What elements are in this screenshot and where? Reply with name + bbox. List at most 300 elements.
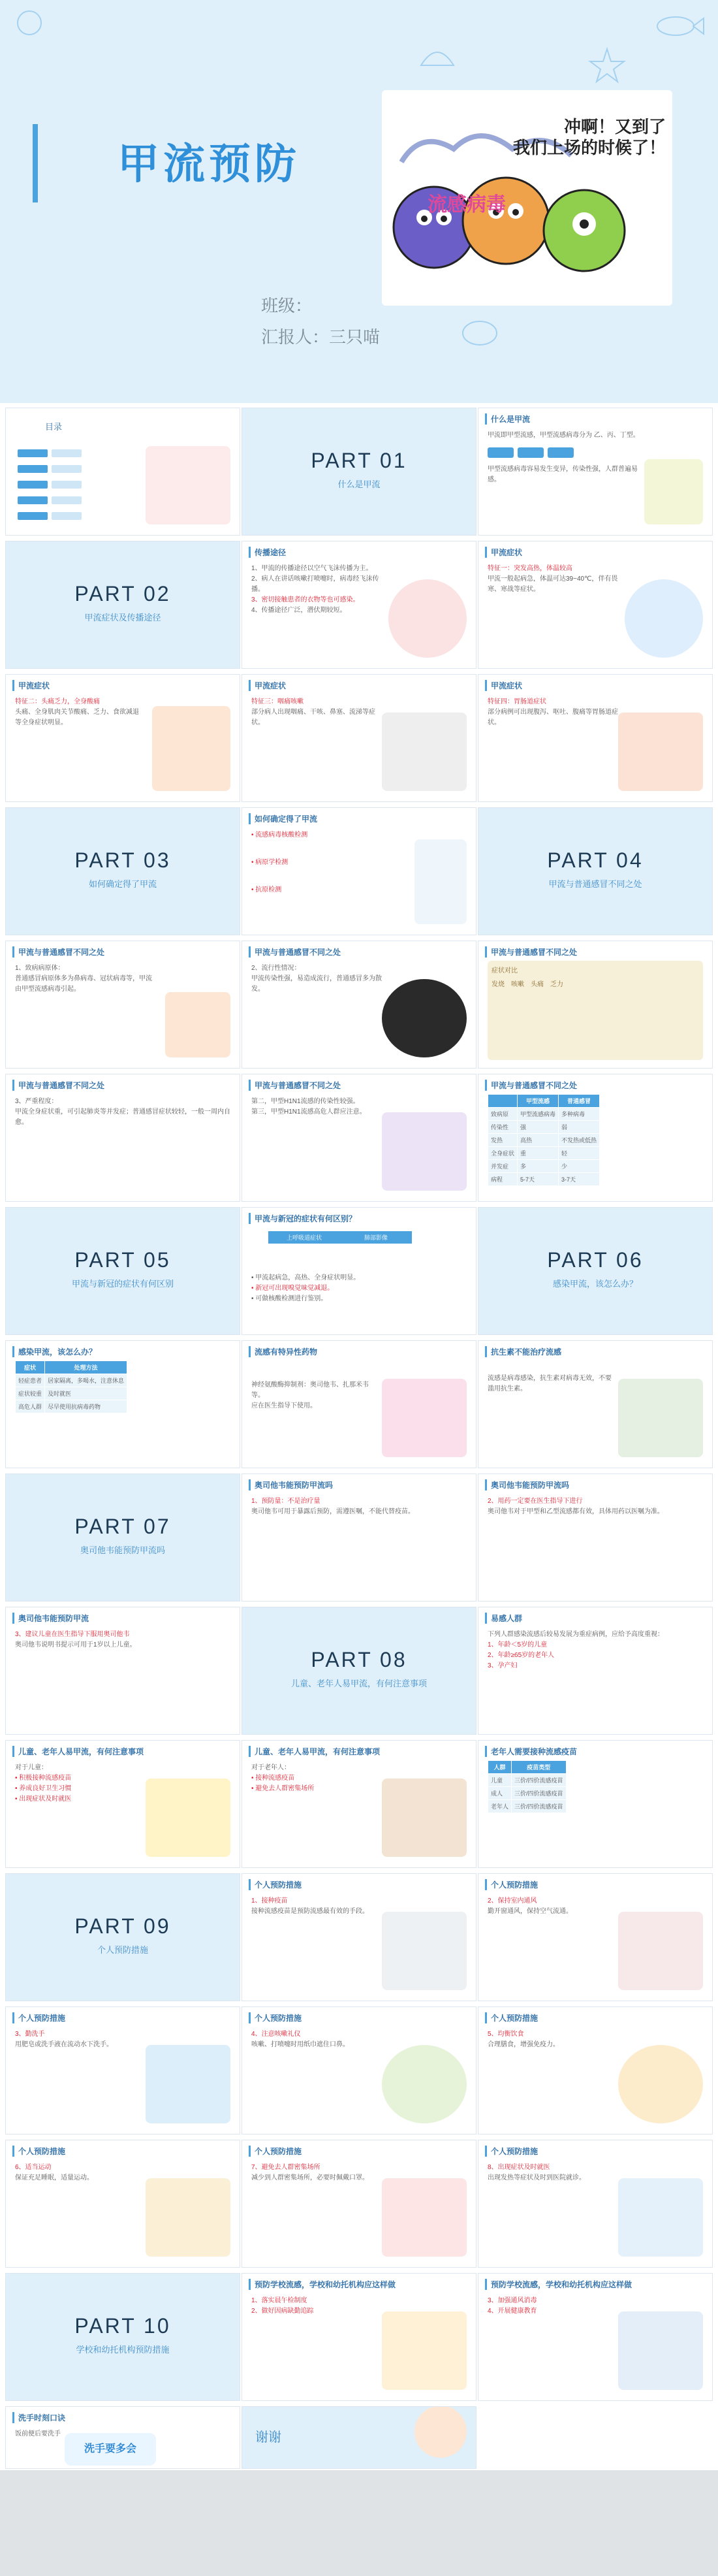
- slide-heading: 甲流与普通感冒不同之处: [249, 946, 341, 958]
- table-cell: 多种病毒: [559, 1108, 600, 1121]
- body-line: 对于老年人：: [251, 1764, 290, 1771]
- part-number: PART 01: [311, 449, 407, 472]
- slide-prevent-6: [5, 2140, 240, 2268]
- table-cell: 成人: [488, 1787, 512, 1800]
- body-line: 3、加强通风消毒: [488, 2297, 537, 2304]
- body-line: • 新冠可出现嗅觉味觉减退。: [251, 1285, 334, 1292]
- toc-row-5[interactable]: [18, 510, 132, 522]
- slide-body: [15, 2163, 142, 2183]
- shell-icon-2: [13, 7, 46, 39]
- table-cell: 少: [559, 1160, 600, 1173]
- part-subtitle: 如何确定得了甲流: [88, 879, 157, 889]
- body-line: 3、严重程度：: [15, 1098, 58, 1105]
- slide-prevent-5: [478, 2006, 713, 2134]
- slide-vulnerable: [478, 1607, 713, 1735]
- stomach-illustration: [618, 713, 703, 791]
- vaccine-table: [488, 1760, 567, 1813]
- table-header-cell: 处理方法: [45, 1361, 127, 1374]
- slide-heading: 甲流与普通感冒不同之处: [249, 1080, 341, 1091]
- slide-heading: 个人预防措施: [249, 2146, 302, 2157]
- doctor-illustration: [414, 839, 467, 924]
- medicine-pile-illustration: [618, 1379, 703, 1457]
- slide-diff-2: [242, 941, 476, 1069]
- body-line: 3、建议儿童在医生指导下服用奥司他韦: [15, 1631, 130, 1638]
- body-line: 7、避免去人群密集场所: [251, 2164, 320, 2171]
- body-line: 6、适当运动: [15, 2164, 52, 2171]
- slide-heading: 个人预防措施: [485, 2012, 538, 2023]
- body-line: 下列人群感染流感后较易发展为重症病例，应给予高度重视：: [488, 1631, 664, 1638]
- kids-illustration: [146, 1779, 230, 1857]
- slide-heading: 甲流症状: [485, 547, 522, 558]
- slide-heading: 传播途径: [249, 547, 286, 558]
- shell-icon: [418, 39, 457, 72]
- slide-oseltamivir-3: [5, 1607, 240, 1735]
- slide-body: [251, 1763, 378, 1794]
- slide-prevent-2: [478, 1873, 713, 2001]
- body-line: 第三，甲型H1N1流感高危人群应注意。: [251, 1108, 366, 1116]
- body-line: 2、流行性情况：: [251, 965, 301, 972]
- body-line: • 积极接种流感疫苗: [15, 1775, 72, 1782]
- sick-girl-illustration: [152, 706, 230, 791]
- table-cell: 症状较重: [16, 1387, 45, 1400]
- slide-oseltamivir-1: [242, 1473, 476, 1602]
- flu-illustration: [644, 459, 703, 524]
- body-line: 用肥皂或洗手液在流动水下洗手。: [15, 2041, 113, 2048]
- table-cell: 三价/四价流感疫苗: [512, 1787, 567, 1800]
- part-subtitle: 学校和幼托机构预防措施: [76, 2345, 170, 2355]
- part-number: PART 04: [547, 848, 644, 872]
- body-line: 奥司他韦可用于暴露后预防，需遵医嘱，不能代替疫苗。: [251, 1508, 414, 1515]
- slide-heading: 个人预防措施: [249, 2012, 302, 2023]
- slide-body: [15, 2029, 142, 2050]
- table-cell: 高危人群: [16, 1400, 45, 1413]
- table-cell: 尽早使用抗病毒药物: [45, 1400, 127, 1413]
- starfish-icon: [587, 46, 627, 85]
- vaccine-illustration: [382, 1912, 467, 1990]
- table-cell: 3-7天: [559, 1173, 600, 1186]
- body-line: • 抗原检测: [251, 886, 282, 894]
- slide-body: [251, 2163, 378, 2183]
- table-header-cell: 甲型流感: [518, 1095, 559, 1108]
- compare-caption: 症状对比: [492, 967, 518, 974]
- slide-body: [15, 963, 155, 995]
- reporter-label: 汇报人：三只喵: [261, 327, 381, 347]
- body-line: 2、年龄≥65岁的老年人: [488, 1652, 555, 1659]
- slide-heading: 甲流与新冠的症状有何区别？: [249, 1213, 356, 1224]
- slide-heading: 什么是甲流: [485, 413, 530, 425]
- part-number: PART 03: [74, 848, 171, 872]
- slide-part-10: [5, 2273, 240, 2401]
- slide-what-to-do: [5, 1340, 240, 1468]
- fish-icon: [653, 7, 705, 46]
- compare-header: [268, 1231, 412, 1244]
- disinfect-illustration: [618, 2311, 703, 2390]
- table-cell: 三价/四价流感疫苗: [512, 1774, 567, 1787]
- family-illustration: [618, 1912, 703, 1990]
- body-line: 合理膳食，增强免疫力。: [488, 2041, 559, 2048]
- slide-part-06: [478, 1207, 713, 1335]
- table-cell: 轻: [559, 1147, 600, 1160]
- slide-body: [488, 2296, 614, 2317]
- table-row: [488, 1787, 567, 1800]
- slide-body: [251, 2029, 378, 2050]
- germs-illustration: [382, 1112, 467, 1191]
- cover-slide: [0, 0, 718, 403]
- table-row: [488, 1134, 600, 1147]
- slide-body: [251, 1380, 378, 1411]
- slide-body: [488, 430, 640, 485]
- body-line: 第二，甲型H1N1流感的传染性较强。: [251, 1098, 360, 1105]
- page-title: 甲流预防: [117, 140, 300, 187]
- body-line: 2、保持室内通风: [488, 1897, 537, 1905]
- slide-body: [15, 697, 142, 728]
- speech-bubble: [513, 116, 666, 158]
- body-line: 部分病例可出现腹泻、呕吐、腹痛等胃肠道症状。: [488, 709, 618, 726]
- footer-area: [0, 2470, 718, 2576]
- body-line: • 流感病毒核酸检测: [251, 831, 308, 839]
- table-cell: 不发热或低热: [559, 1134, 600, 1147]
- title-accent-bar: [33, 124, 38, 202]
- slide-body: [251, 697, 384, 728]
- slide-prevent-4: [242, 2006, 476, 2134]
- slide-confirm: [242, 807, 476, 935]
- slide-symptom-2: [5, 674, 240, 802]
- slide-antibiotic: [478, 1340, 713, 1468]
- slide-heading: 奥司他韦能预防甲流吗: [249, 1479, 333, 1490]
- body-line: 流感是病毒感染，抗生素对病毒无效，不要滥用抗生素。: [488, 1375, 612, 1393]
- slide-part-01: [242, 408, 476, 536]
- slide-heading: 甲流症状: [12, 680, 50, 691]
- slide-prevent-1: [242, 1873, 476, 2001]
- slide-heading: 流感有特异性药物: [249, 1346, 317, 1357]
- slide-body: [251, 2296, 378, 2317]
- body-line: 对于儿童：: [15, 1764, 48, 1771]
- slide-part-04: [478, 807, 713, 935]
- slide-body: [488, 2163, 614, 2183]
- slide-toc: [5, 408, 240, 536]
- compare-items: 发烧 咳嗽 头痛 乏力: [492, 981, 563, 988]
- slide-heading: 抗生素不能治疗流感: [485, 1346, 561, 1357]
- slide-body: [251, 564, 384, 616]
- slide-part-08: [242, 1607, 476, 1735]
- body-line: 1、年龄＜5岁的儿童: [488, 1641, 548, 1649]
- slide-heading: 甲流与普通感冒不同之处: [12, 1080, 104, 1091]
- body-line: • 可做核酸检测进行鉴别。: [251, 1295, 328, 1302]
- body-line: • 避免去人群密集场所: [251, 1785, 315, 1792]
- slide-body: [251, 1496, 467, 1517]
- toc-title: 目录: [45, 422, 63, 432]
- slide-prevent-3: [5, 2006, 240, 2134]
- toc-row-2[interactable]: [18, 463, 132, 475]
- body-line: 奥司他韦说明书提示可用于1岁以上儿童。: [15, 1641, 136, 1649]
- body-line: 3、孕产妇: [488, 1662, 518, 1669]
- slide-diff-5: [242, 1074, 476, 1202]
- bubble-line-1: 冲啊！又到了: [563, 117, 666, 137]
- slide-covid-compare: [242, 1207, 476, 1335]
- body-line: 4、注意咳嗽礼仪: [251, 2031, 301, 2038]
- body-line: 3、勤洗手: [15, 2031, 45, 2038]
- slide-body: [488, 1630, 703, 1671]
- table-cell: 轻症患者: [16, 1374, 45, 1387]
- slide-diff-table: [478, 1074, 713, 1202]
- body-line: 8、出现症状及时就医: [488, 2164, 550, 2171]
- virus-dark-illustration: [382, 979, 467, 1057]
- symptom-compare-chart: [488, 961, 703, 1060]
- slide-oseltamivir-2: [478, 1473, 713, 1602]
- slide-heading: 奥司他韦能预防甲流: [12, 1613, 89, 1624]
- body-line: 1、接种疫苗: [251, 1897, 288, 1905]
- crowd-illustration: [382, 2178, 467, 2257]
- tired-illustration: [382, 713, 467, 791]
- slide-heading: 如何确定得了甲流: [249, 813, 317, 824]
- slide-heading: 甲流症状: [485, 680, 522, 691]
- slide-body: [15, 1097, 230, 1128]
- slide-symptom-4: [478, 674, 713, 802]
- slide-part-07: [5, 1473, 240, 1602]
- body-line: • 出现症状及时就医: [15, 1795, 72, 1803]
- slide-heading: 感染甲流，该怎么办？: [12, 1346, 97, 1357]
- body-line: 甲流传染性强，易造成流行，普通感冒多为散发。: [251, 975, 382, 993]
- slide-body: [488, 1374, 614, 1394]
- elderly-illustration: [382, 1779, 467, 1857]
- slide-body: [251, 963, 384, 995]
- cover-illustration: [382, 90, 672, 306]
- body-line: 1、致病病原体：: [15, 965, 65, 972]
- table-header-cell: 症状: [16, 1361, 45, 1374]
- slide-body: [251, 830, 404, 895]
- part-subtitle: 奥司他韦能预防甲流吗: [80, 1545, 165, 1555]
- table-header-cell: 普通感冒: [559, 1095, 600, 1108]
- table-cell: 病程: [488, 1173, 518, 1186]
- table-row: [16, 1374, 127, 1387]
- wash-poster: 洗手要多会: [65, 2433, 156, 2466]
- slide-elderly: [242, 1740, 476, 1868]
- table-row: [16, 1387, 127, 1400]
- table-header-cell: [488, 1095, 518, 1108]
- table-cell: 儿童: [488, 1774, 512, 1787]
- part-subtitle: 个人预防措施: [97, 1945, 148, 1955]
- slide-body: [488, 1496, 703, 1517]
- girl-illustration: [146, 446, 230, 524]
- body-line: 1、甲流的传播途径以空气飞沫传播为主。: [251, 565, 373, 572]
- slide-body: [488, 564, 621, 595]
- part-number: PART 06: [547, 1248, 644, 1272]
- slide-prevent-7: [242, 2140, 476, 2268]
- part-subtitle: 感染甲流，该怎么办？: [552, 1279, 638, 1289]
- body-line: 3、密切接触患者的衣物等也可感染。: [251, 596, 360, 604]
- slide-symptom-1: [478, 541, 713, 669]
- body-line: 2、做好因病缺勤追踪: [251, 2308, 314, 2315]
- slide-part-02: [5, 541, 240, 669]
- handwash-illustration: [146, 2045, 230, 2123]
- slide-school-2: [478, 2273, 713, 2401]
- slide-body: [15, 1763, 148, 1805]
- body-line: 饭前便后要洗手: [15, 2430, 61, 2438]
- body-line: • 甲流起病急，高热、全身症状明显。: [251, 1274, 360, 1281]
- body-line: 勤开窗通风，保持空气流通。: [488, 1908, 572, 1915]
- virus-label: 流感病毒: [428, 194, 506, 216]
- part-number: PART 08: [311, 1648, 407, 1671]
- slide-body: [15, 1630, 230, 1650]
- slide-heading: 预防学校流感，学校和幼托机构应这样做: [485, 2279, 632, 2290]
- fever-illustration: [625, 579, 703, 658]
- table-header-cell: 人群: [488, 1761, 512, 1774]
- slide-heading: 甲流与普通感冒不同之处: [12, 946, 104, 958]
- slide-diff-3: [478, 941, 713, 1069]
- slide-body: [488, 1896, 614, 1917]
- toc-row-3[interactable]: [18, 479, 132, 491]
- slide-heading: 老年人需要接种流感疫苗: [485, 1746, 577, 1757]
- body-line: 头痛、全身肌肉关节酸痛、乏力、食欲减退等全身症状明显。: [15, 709, 139, 726]
- table-cell: 及时就医: [45, 1387, 127, 1400]
- table-cell: 重: [518, 1147, 559, 1160]
- turtle-icon: [457, 314, 503, 353]
- slide-vaccine: [478, 1740, 713, 1868]
- slide-heading: 洗手时刻口诀: [12, 2412, 65, 2423]
- table-cell: 5-7天: [518, 1173, 559, 1186]
- table-cell: 致病原: [488, 1108, 518, 1121]
- table-cell: 老年人: [488, 1800, 512, 1813]
- slide-diff-1: [5, 941, 240, 1069]
- part-subtitle: 甲流与普通感冒不同之处: [548, 879, 642, 889]
- slide-wash-song: [5, 2406, 240, 2469]
- body-line: 1、预防量：不是治疗量: [251, 1498, 320, 1505]
- table-header-cell: 疫苗类型: [512, 1761, 567, 1774]
- part-number: PART 05: [74, 1248, 171, 1272]
- slide-heading: 个人预防措施: [249, 1879, 302, 1890]
- toc-row-4[interactable]: [18, 494, 132, 506]
- table-cell: 甲型流感病毒: [518, 1108, 559, 1121]
- table-cell: 全身症状: [488, 1147, 518, 1160]
- body-line: 减少到人群密集场所，必要时佩戴口罩。: [251, 2174, 369, 2182]
- table-row: [488, 1121, 600, 1134]
- table-cell: 强: [518, 1121, 559, 1134]
- body-line: 2、用药一定要在医生指导下进行: [488, 1498, 583, 1505]
- body-line: 奥司他韦对于甲型和乙型流感都有效，具体用药以医嘱为准。: [488, 1508, 664, 1515]
- body-line: 2、病人在讲话咳嗽打喷嚏时，病毒经飞沫传播。: [251, 575, 379, 593]
- slide-heading: 个人预防措施: [485, 1879, 538, 1890]
- slide-school-1: [242, 2273, 476, 2401]
- slide-heading: 甲流症状: [249, 680, 286, 691]
- header-cell: 上呼吸道症状: [268, 1231, 340, 1244]
- body-line: 部分病人出现咽痛、干咳、鼻塞、流涕等症状。: [251, 709, 375, 726]
- compare-table: [488, 1094, 600, 1186]
- slide-heading: 预防学校流感，学校和幼托机构应这样做: [249, 2279, 396, 2290]
- slide-body: [251, 1273, 467, 1304]
- slide-heading: 奥司他韦能预防甲流吗: [485, 1479, 569, 1490]
- slide-kids: [5, 1740, 240, 1868]
- body-line: 特征三：咽痛咳嗽: [251, 698, 304, 705]
- body-line: 5、均衡饮食: [488, 2031, 524, 2038]
- bubble-line-2: 我们上场的时候了！: [512, 138, 666, 157]
- table-cell: 居家隔离，多喝水，注意休息: [45, 1374, 127, 1387]
- part-number: PART 07: [74, 1515, 171, 1538]
- part-subtitle: 什么是甲流: [337, 479, 381, 489]
- part-subtitle: 儿童、老年人易甲流，有何注意事项: [290, 1679, 427, 1688]
- table-cell: 弱: [559, 1121, 600, 1134]
- table-cell: 传染性: [488, 1121, 518, 1134]
- slide-part-05: [5, 1207, 240, 1335]
- thanks-girl-illustration: [414, 2406, 467, 2458]
- table-row: [488, 1774, 567, 1787]
- slide-heading: 易感人群: [485, 1613, 522, 1624]
- body-line: 甲流全身症状重，可引起肺炎等并发症；普通感冒症状较轻，一般一周内自愈。: [15, 1108, 230, 1126]
- body-line: 咳嗽、打喷嚏时用纸巾遮住口鼻。: [251, 2041, 349, 2048]
- slide-heading: 甲流与普通感冒不同之处: [485, 1080, 577, 1091]
- pill-illustration: [382, 1379, 467, 1457]
- body-line: 甲流即甲型流感，甲型流感病毒分为 乙、丙、丁型。: [488, 432, 640, 439]
- mask-illustration: [382, 2045, 467, 2123]
- slide-body: [251, 1896, 378, 1917]
- slide-body: [488, 2029, 614, 2050]
- table-cell: 发热: [488, 1134, 518, 1147]
- table-cell: 高热: [518, 1134, 559, 1147]
- toc-row-1[interactable]: [18, 447, 132, 459]
- sneeze-illustration: [388, 579, 467, 658]
- class-label: 班级：: [261, 296, 313, 315]
- table-row: [488, 1147, 600, 1160]
- body-line: 1、落实晨午检制度: [251, 2297, 307, 2304]
- header-cell: 肺部影像: [340, 1231, 412, 1244]
- slide-body: [488, 697, 621, 728]
- slide-heading: 甲流与普通感冒不同之处: [485, 946, 577, 958]
- body-line: 神经氨酸酶抑制剂：奥司他韦、扎那米韦等。: [251, 1381, 369, 1399]
- cough-kid-illustration: [165, 992, 230, 1057]
- body-line: 应在医生指导下使用。: [251, 1402, 317, 1409]
- window-illustration: [146, 2178, 230, 2257]
- slide-diff-4: [5, 1074, 240, 1202]
- slide-heading: 个人预防措施: [12, 2146, 65, 2157]
- slide-heading: 儿童、老年人易甲流，有何注意事项: [249, 1746, 380, 1757]
- table-cell: 三价/四价流感疫苗: [512, 1800, 567, 1813]
- school-kids-illustration: [382, 2311, 467, 2390]
- slide-part-09: [5, 1873, 240, 2001]
- body-line: 特征二：头痛乏力，全身酸痛: [15, 698, 100, 705]
- treatment-table: [15, 1360, 127, 1413]
- slide-heading: 儿童、老年人易甲流，有何注意事项: [12, 1746, 144, 1757]
- body-line: 4、传播途径广泛，潜伏期较短。: [251, 607, 347, 614]
- part-number: PART 10: [74, 2314, 171, 2338]
- part-subtitle: 甲流与新冠的症状有何区别: [71, 1279, 174, 1289]
- table-row: [488, 1173, 600, 1186]
- table-row: [488, 1108, 600, 1121]
- slide-drug: [242, 1340, 476, 1468]
- slide-part-03: [5, 807, 240, 935]
- hospital-illustration: [618, 2178, 703, 2257]
- part-number: PART 09: [74, 1914, 171, 1938]
- table-cell: 并发症: [488, 1160, 518, 1173]
- table-row: [488, 1800, 567, 1813]
- part-subtitle: 甲流症状及传播途径: [84, 613, 161, 622]
- body-line: 出现发热等症状及时到医院就诊。: [488, 2174, 585, 2182]
- part-number: PART 02: [74, 582, 171, 605]
- body-line: 保证充足睡眠，适量运动。: [15, 2174, 93, 2182]
- body-line: • 病原学检测: [251, 859, 289, 866]
- body-line: 普通感冒病原体多为鼻病毒、冠状病毒等，甲流由甲型流感病毒引起。: [15, 975, 152, 993]
- slide-route: [242, 541, 476, 669]
- slide-what-is-flu: [478, 408, 713, 536]
- food-illustration: [618, 2045, 703, 2123]
- slide-prevent-8: [478, 2140, 713, 2268]
- slide-symptom-3: [242, 674, 476, 802]
- body-line: • 接种流感疫苗: [251, 1775, 295, 1782]
- body-line: 甲流一般起病急，体温可达39~40℃，伴有畏寒、寒战等症状。: [488, 575, 618, 593]
- thanks-title: 谢谢: [255, 2430, 281, 2445]
- slide-body: [251, 1097, 378, 1118]
- body-line: • 养成良好卫生习惯: [15, 1785, 72, 1792]
- table-row: [488, 1160, 600, 1173]
- table-row: [16, 1400, 127, 1413]
